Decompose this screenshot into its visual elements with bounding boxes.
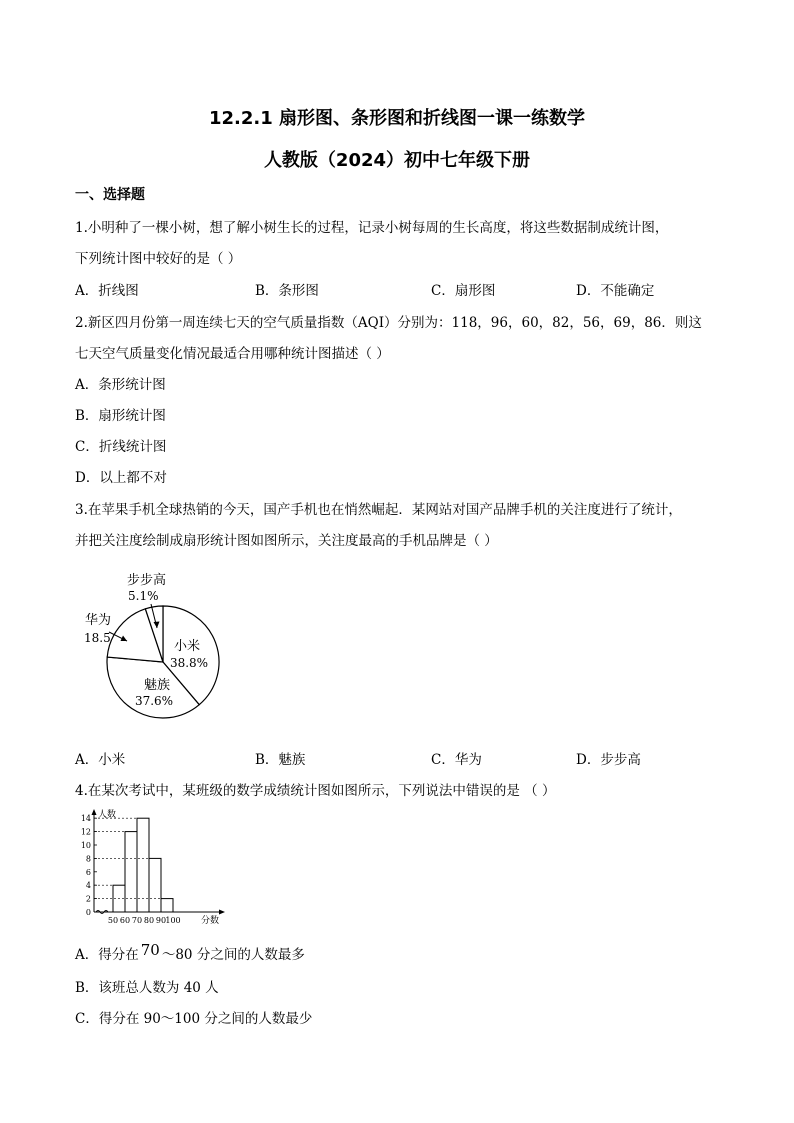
q4-option-a-number: 70: [140, 941, 160, 959]
bar-y-axis-label: 人数: [98, 810, 117, 820]
q4-stem: 4.在某次考试中，某班级的数学成绩统计图如图所示，下列说法中错误的是 （ ）: [75, 783, 556, 799]
document-subtitle: 人教版（2024）初中七年级下册: [263, 150, 531, 171]
bar-60-70: [125, 832, 137, 912]
bar-x-axis-label: 分数: [200, 916, 220, 926]
q2-option-a[interactable]: A．条形统计图: [75, 377, 166, 393]
q1-option-d[interactable]: D．不能确定: [576, 283, 655, 299]
bar-x-tick-label-50: 50: [107, 916, 119, 925]
bar-y-tick-label-12: 12: [80, 827, 91, 837]
q2-stem-line2: 七天空气质量变化情况最适合用哪种统计图描述（ ）: [75, 346, 390, 362]
bar-x-tick-label-70: 70: [131, 916, 143, 925]
q2-stem-line1: 2.新区四月份第一周连续七天的空气质量指数（AQI）分别为：118，96，60，82，56，69，86．则这: [75, 315, 702, 331]
bar-80-90: [149, 858, 161, 912]
q3-option-d[interactable]: D．步步高: [576, 752, 641, 768]
q2-option-c[interactable]: C．折线统计图: [75, 439, 167, 455]
q1-option-a[interactable]: A．折线图: [75, 283, 139, 299]
q2-option-d[interactable]: D．以上都不对: [75, 470, 167, 486]
bar-x-axis-arrow: [219, 910, 225, 915]
document-title: 12.2.1 扇形图、条形图和折线图一课一练数学: [208, 108, 586, 129]
pie-label-meizu: 魅族: [143, 678, 171, 693]
bar-y-tick-label-8: 8: [85, 854, 91, 864]
q3-option-b[interactable]: B．魅族: [255, 752, 306, 768]
pie-label-huawei: 华为: [85, 613, 112, 628]
bar-90-100: [161, 899, 173, 912]
q1-stem-line2: 下列统计图中较好的是（ ）: [75, 251, 242, 267]
bar-y-tick-label-0: 0: [85, 908, 91, 917]
q4-option-b[interactable]: B．该班总人数为 40 人: [75, 980, 219, 996]
q4-option-a[interactable]: [75, 943, 305, 963]
section-heading: 一、选择题: [75, 187, 145, 203]
q1-option-c[interactable]: C．扇形图: [431, 283, 496, 299]
bar-y-axis-arrow: [92, 809, 97, 815]
pie-label-xiaomi: 小米: [173, 639, 201, 654]
bar-y-tick-label-14: 14: [80, 814, 91, 824]
bar-y-tick-label-6: 6: [85, 867, 91, 877]
bar-x-tick-label-90: 90: [155, 916, 167, 925]
bar-chart: [70, 808, 235, 926]
q3-stem-line1: 3.在苹果手机全球热销的今天，国产手机也在悄然崛起．某网站对国产品牌手机的关注度进行了统计，: [75, 502, 682, 518]
bar-y-tick-label-10: 10: [80, 841, 91, 850]
pie-value-xiaomi: 38.8%: [169, 656, 209, 670]
q2-option-b[interactable]: B．扇形统计图: [75, 408, 166, 424]
bar-x-tick-label-100: 100: [165, 916, 181, 925]
bar-x-tick-label-60: 60: [119, 916, 131, 925]
q1-option-b[interactable]: B．条形图: [255, 283, 319, 299]
bar-70-80: [137, 818, 149, 912]
q4-option-c[interactable]: C．得分在 90～100 分之间的人数最少: [75, 1011, 313, 1027]
q1-stem-line1: 1.小明种了一棵小树，想了解小树生长的过程，记录小树每周的生长高度，将这些数据制成统计图，: [75, 220, 669, 236]
q4-option-a-prefix: A．得分在: [75, 947, 139, 963]
bar-x-tick-label-80: 80: [143, 916, 155, 925]
pie-label-bubugao: 步步高: [127, 573, 167, 588]
pie-value-meizu: 37.6%: [134, 694, 174, 708]
pie-value-bubugao: 5.1%: [128, 589, 159, 603]
q4-option-a-suffix: ～80 分之间的人数最多: [161, 947, 305, 963]
pie-chart: [75, 562, 255, 722]
q3-stem-line2: 并把关注度绘制成扇形统计图如图所示，关注度最高的手机品牌是（ ）: [75, 533, 498, 549]
bar-y-tick-label-4: 4: [85, 881, 91, 891]
q3-option-c[interactable]: C．华为: [431, 752, 482, 768]
bar-y-tick-label-2: 2: [85, 894, 91, 904]
q3-option-a[interactable]: A．小米: [75, 752, 126, 768]
pie-value-huawei: 18.5: [84, 631, 111, 645]
